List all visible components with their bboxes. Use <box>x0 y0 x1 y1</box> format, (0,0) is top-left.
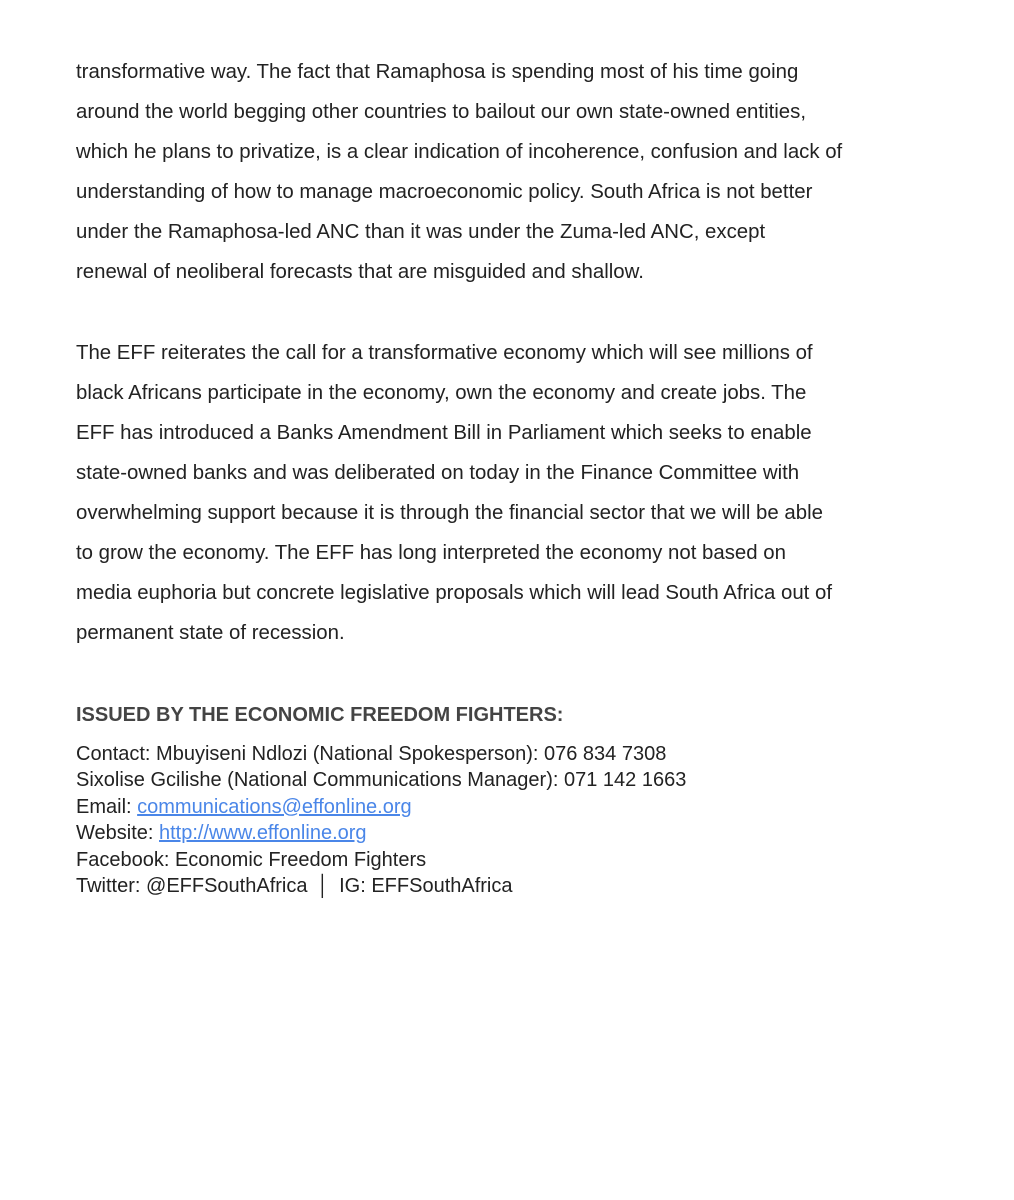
paragraph-line: EFF has introduced a Banks Amendment Bill in Parliament which seeks to enable <box>76 422 812 444</box>
contact-comms-manager: Sixolise Gcilishe (National Communications Manager): 071 142 1663 <box>76 769 687 792</box>
paragraph-line: under the Ramaphosa-led ANC than it was under the Zuma-led ANC, except <box>76 221 766 243</box>
paragraph-line: overwhelming support because it is through the financial sector that we will be able <box>76 502 823 524</box>
separator: │ <box>317 875 330 898</box>
contact-spokesperson: Contact: Mbuyiseni Ndlozi (National Spokesperson): 076 834 7308 <box>76 743 667 765</box>
paragraph-line: transformative way. The fact that Ramaphosa is spending most of his time going <box>76 61 799 83</box>
website-link[interactable]: http://www.effonline.org <box>159 822 367 845</box>
instagram-handle: IG: EFFSouthAfrica <box>339 875 513 898</box>
contact-facebook: Facebook: Economic Freedom Fighters <box>76 848 427 871</box>
issued-by-heading: ISSUED BY THE ECONOMIC FREEDOM FIGHTERS: <box>76 704 564 726</box>
paragraph-line: understanding of how to manage macroeconomic policy. South Africa is not better <box>76 181 813 203</box>
paragraph-line: media euphoria but concrete legislative proposals which will lead South Africa out of <box>76 582 833 604</box>
contact-block <box>76 741 686 899</box>
contact-email-row <box>76 794 686 820</box>
contact-social-row <box>76 873 686 899</box>
paragraph-line: renewal of neoliberal forecasts that are misguided and shallow. <box>76 261 644 283</box>
email-link[interactable]: communications@effonline.org <box>137 795 412 818</box>
paragraph-line: which he plans to privatize, is a clear indication of incoherence, confusion and lack of <box>76 141 843 163</box>
paragraph-line: permanent state of recession. <box>76 622 345 644</box>
email-label: Email: <box>76 795 138 818</box>
twitter-handle: Twitter: @EFFSouthAfrica <box>76 875 308 898</box>
paragraph-line: around the world begging other countries to bailout our own state-owned entities, <box>76 101 806 123</box>
paragraph-line: The EFF reiterates the call for a transformative economy which will see millions of <box>76 342 813 364</box>
website-label: Website: <box>76 822 159 845</box>
paragraph-line: to grow the economy. The EFF has long interpreted the economy not based on <box>76 542 786 564</box>
body-paragraph-1 <box>76 52 976 292</box>
paragraph-line: black Africans participate in the economy, own the economy and create jobs. The <box>76 382 807 404</box>
contact-website-row <box>76 820 686 846</box>
body-paragraph-2 <box>76 333 976 653</box>
paragraph-line: state-owned banks and was deliberated on today in the Finance Committee with <box>76 462 800 484</box>
